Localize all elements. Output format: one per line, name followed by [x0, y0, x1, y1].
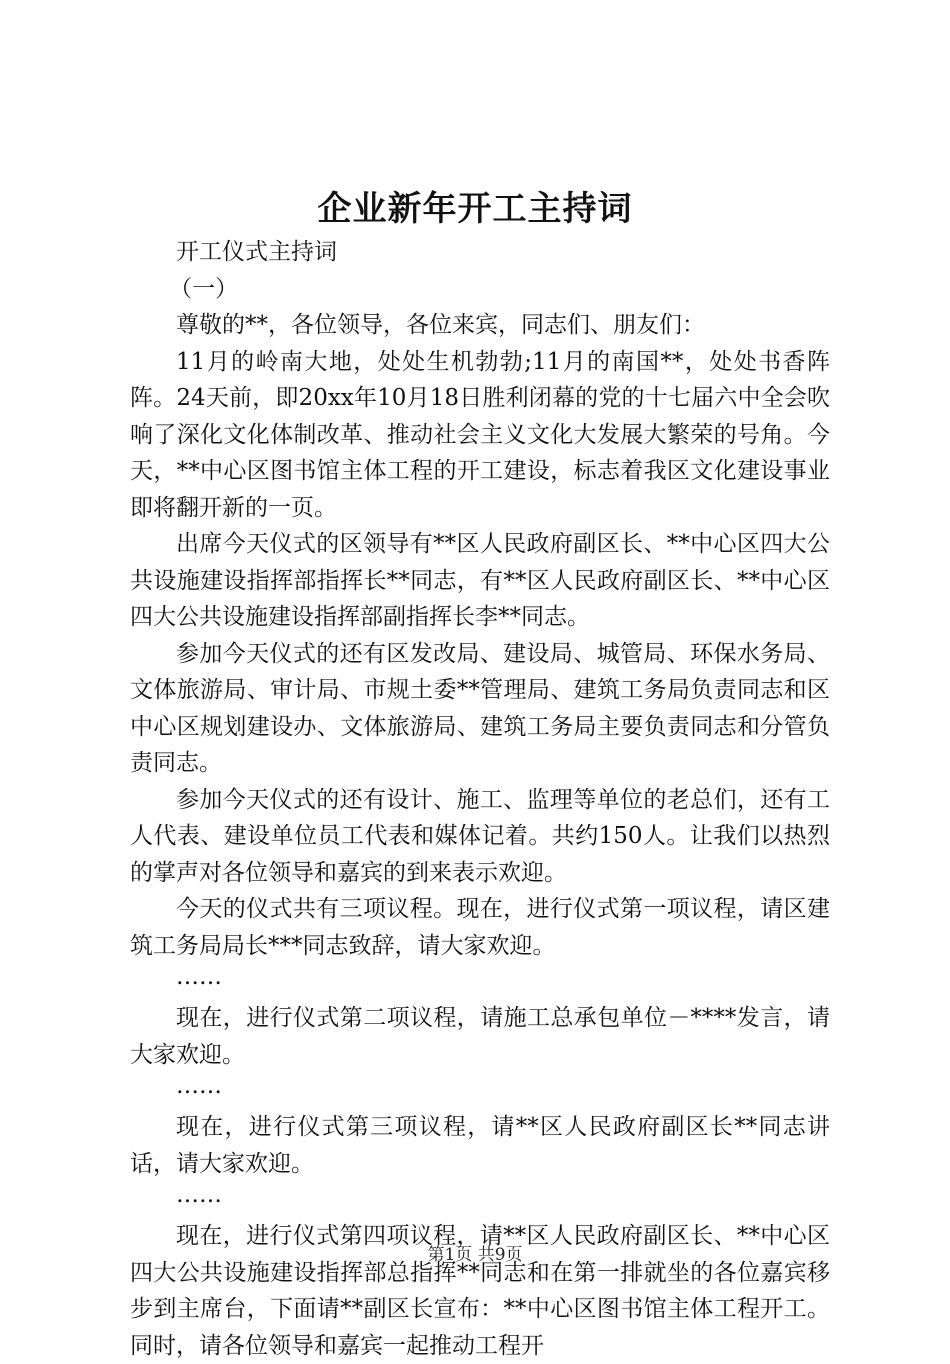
document-body [130, 234, 830, 1364]
paragraph: 现在，进行仪式第三项议程，请**区人民政府副区长**同志讲话，请大家欢迎。 [130, 1114, 830, 1177]
ellipsis: …… [176, 964, 222, 990]
paragraph: 11月的岭南大地，处处生机勃勃;11月的南国**，处处书香阵阵。24天前，即20xx年10月18日胜利闭幕的党的十七届六中全会吹响了深化文化体制改革、推动社会主义文化大发展大繁荣的号角。今天，**中心区图书馆主体工程的开工建设，标志着我区文化建设事业即将翻开新的一页。 [130, 348, 830, 521]
paragraph: 出席今天仪式的区领导有**区人民政府副区长、**中心区四大公共设施建设指挥部指挥长**同志，有**区人民政府副区长、**中心区四大公共设施建设指挥部副指挥长李**同志。 [130, 531, 830, 630]
paragraph: 现在，进行仪式第四项议程，请**区人民政府副区长、**中心区四大公共设施建设指挥部总指挥**同志和在第一排就坐的各位嘉宾移步到主席台，下面请**副区长宣布：**中心区图书馆主体工程开工。同时，请各位领导和嘉宾一起推动工程开 [130, 1223, 830, 1359]
paragraph-greeting: 尊敬的**，各位领导，各位来宾，同志们、朋友们： [176, 312, 705, 338]
paragraph: 参加今天仪式的还有设计、施工、监理等单位的老总们，还有工人代表、建设单位员工代表和媒体记着。共约150人。让我们以热烈的掌声对各位领导和嘉宾的到来表示欢迎。 [130, 786, 830, 886]
paragraph: 现在，进行仪式第二项议程，请施工总承包单位－****发言，请大家欢迎。 [130, 1005, 830, 1068]
paragraph: 今天的仪式共有三项议程。现在，进行仪式第一项议程，请区建筑工务局局长***同志致辞，请大家欢迎。 [130, 896, 830, 959]
page-indicator: 第1页 共9页 [427, 1245, 523, 1265]
document-title: 企业新年开工主持词 [317, 189, 633, 229]
document-subtitle: 开工仪式主持词 [176, 239, 337, 265]
ellipsis: …… [176, 1182, 222, 1208]
ellipsis: …… [176, 1073, 222, 1099]
section-number: （一） [169, 275, 239, 302]
paragraph: 参加今天仪式的还有区发改局、建设局、城管局、环保水务局、文体旅游局、审计局、市规土委**管理局、建筑工务局负责同志和区中心区规划建设办、文体旅游局、建筑工务局主要负责同志和分管负责同志。 [130, 640, 830, 776]
